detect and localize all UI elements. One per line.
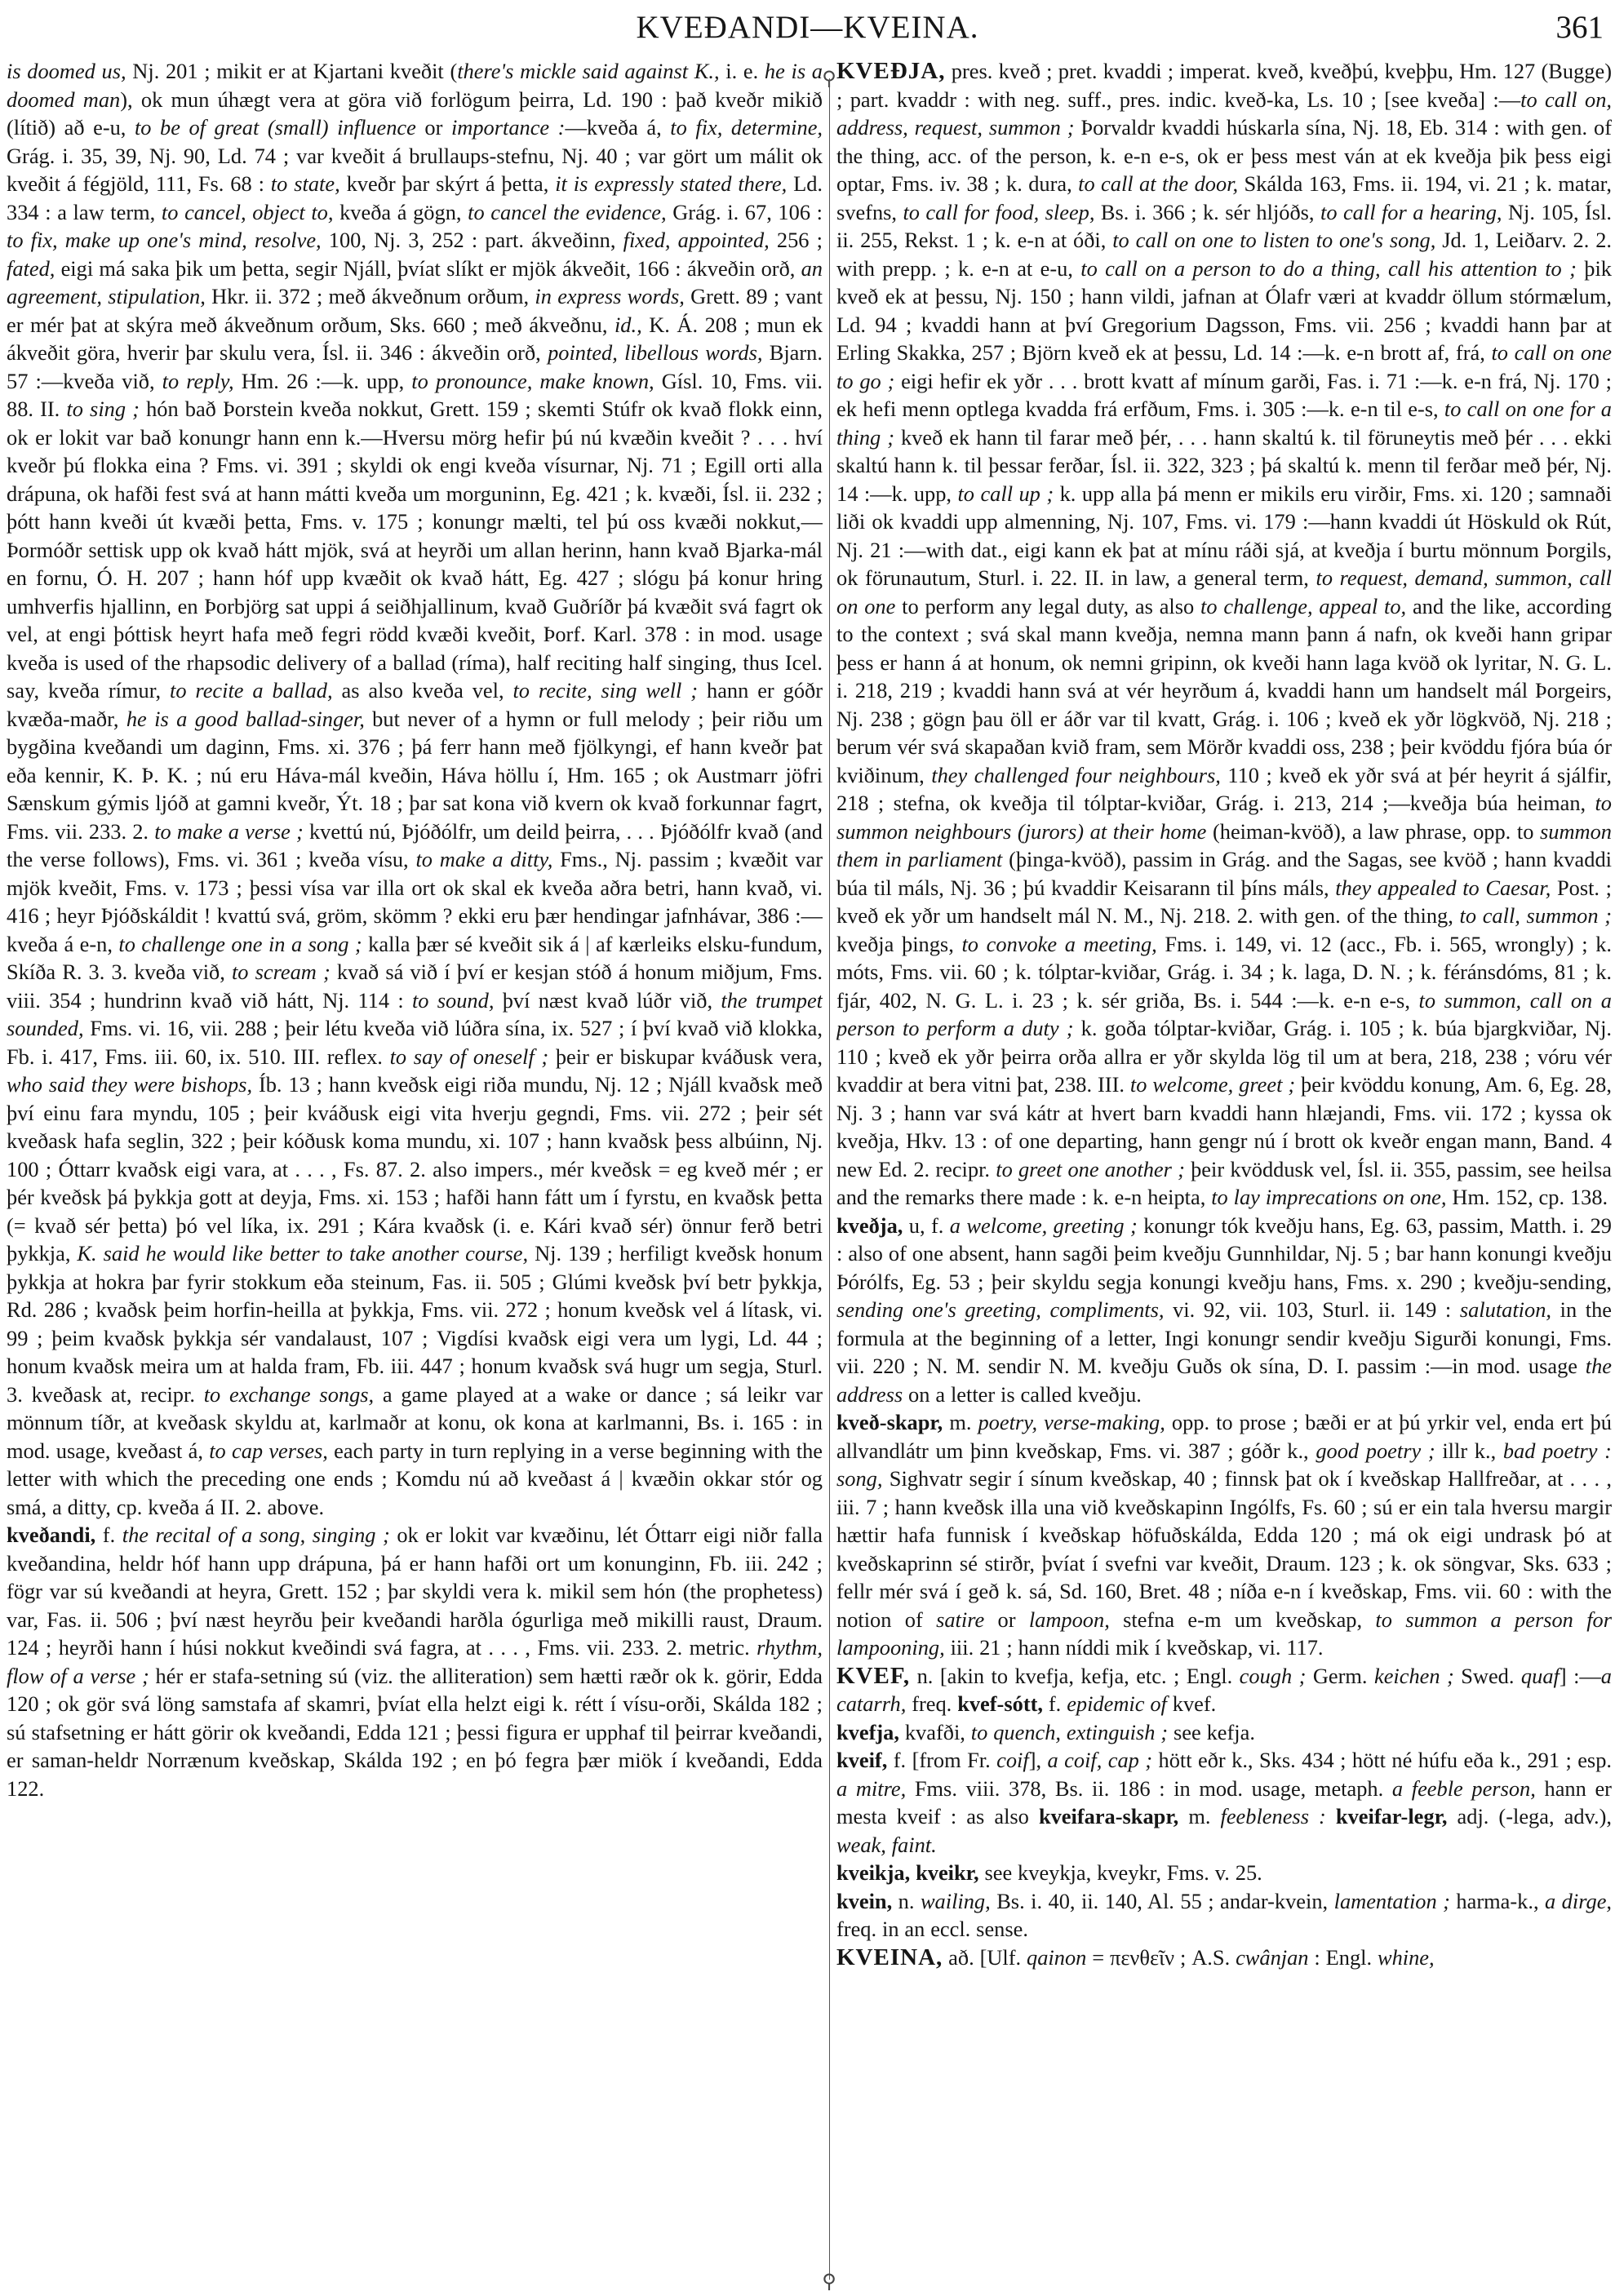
- gloss-text: bad poetry :: [1502, 1438, 1612, 1463]
- entry-text: (heiman-kvöð), a law phrase, opp. to: [1206, 818, 1541, 844]
- dictionary-entry: [836, 1746, 1612, 1859]
- entry-text: i. e.: [719, 59, 765, 83]
- entry-text: f. [from Fr.: [887, 1748, 997, 1772]
- gloss-text: to call on a person to do a thing, call his attention to ;: [1080, 255, 1577, 281]
- entry-text: pres. kveð ; pret. kvaddi ; imperat. kveð, kveðþú, kveþþu, Hm. 127 (Bugge) ; part. kvaddr : with neg. suff., pres. indic. kveð-ka, Ls. 10 ; [see kveða] :—: [836, 59, 1612, 112]
- gloss-text: to be of great (small) influence: [134, 115, 416, 140]
- entry-text: þeir kvöddu konung, Am. 6, Eg. 28, Nj. 3 ; hann var svá kátr at hvert barn kvaddi hann hlæjandi, Fms. vii. 172 ; kyssa ok kveðja, Hkv. 13 : of one departing, hann gengr nú í brott ok kveðr engan mann, Band. 4 new Ed. 2. recipr.: [836, 1072, 1612, 1181]
- entry-text: as also kveða vel,: [332, 678, 513, 703]
- gloss-text: to call for a hearing,: [1320, 199, 1502, 224]
- gloss-text: to recite, sing well ;: [512, 678, 699, 703]
- gloss-text: to cap verses,: [209, 1438, 328, 1463]
- gloss-text: to cancel, object to,: [161, 199, 334, 224]
- headword: KVEF,: [836, 1662, 911, 1689]
- entry-text: f.: [1043, 1691, 1067, 1716]
- entry-text: þeir kvöddusk vel, Ísl. ii. 355, passim, see heilsa and the remarks there made : k. e-n heipta,: [836, 1156, 1612, 1209]
- dictionary-entry: [836, 1944, 1612, 1972]
- gloss-text: to quench, extinguish ;: [970, 1719, 1169, 1744]
- entry-text: Hkr. ii. 372 ; með ákveðnum orðum,: [205, 284, 535, 308]
- entry-text: hón bað Þorstein kveða nokkut, Grett. 159 ; skemti Stúfr ok kvað flokk einn, ok er lokit var bað konungr hann enn k.—Hversu mörg hefir þú nú kvæðin kveðit ? . . . hví kveðr þú flokka eina ? Fms. vi. 391 ; skyldi ok engi kveða vísurnar, Nj. 71 ; Egill orti alla drápuna, ok hafði fest svá at hann mátti kveða um morguninn, Eg. 421 ; k. kvæði, Ísl. ii. 232 ; þótt hann kveði út kvæði þetta, Fms. v. 175 ; konungr mælti, tel þú oss kvæði nokkut,—Þormóðr settisk upp ok kvað hátt mjök, svá at heyrði um allan herinn, hann kvað Bjarka-mál en fornu, Ó. H. 207 ; hann hóf upp kvæðit ok kvað hátt, Eg. 427 ; slógu þá konur hring umhverfis hjallinn, en Þorbjörg sat uppi á seiðhjallinum, kvað Guðríðr þá kvæðit svá fagrt ok vel, at engi þóttisk heyrt hafa með fegri rödd kvæði kveðit, Þorf. Karl. 378 : in mod. usage kveða is used of the rhapsodic delivery of a ballad (ríma), half reciting half singing, thus Icel. say, kveða rímur,: [7, 397, 823, 703]
- gloss-text: to convoke a meeting,: [961, 931, 1157, 956]
- entry-text: stefna e-m um kveðskap,: [1109, 1607, 1376, 1632]
- headword: kveif,: [836, 1748, 888, 1772]
- gloss-text: weak, faint.: [836, 1832, 937, 1857]
- entry-text: ok er lokit var kvæðinu, lét Óttarr eigi niðr falla kveðandina, heldr hóf hann upp drápuna, þá er hann hafði ort um konunginn, Fb. iii. 242 ; fögr var sú kveðandi at heyra, Grett. 152 ; þar skyldi vera k. mikil sem hón (the prophetess) var, Fas. ii. 506 ; því næst heyrðu þeir kveðandi harðla ógurliga með mikilli raust, Draum. 124 ; heyrði hann í húsi nokkut kveðindi svá fagra, at . . . , Fms. vii. 233. 2. metric.: [7, 1523, 823, 1660]
- entry-text: in the formula at the beginning of a letter, Ingi konungr sendir kveðju Sigurði konungi, Fms. vii. 220 ; N. M. sendir N. M. kveðju Guðs ok sína, D. I. passim :—in mod. usage: [836, 1297, 1612, 1378]
- gloss-text: whine,: [1377, 1944, 1435, 1970]
- gloss-text: K. said he would like better to take another course,: [77, 1241, 529, 1265]
- entry-text: freq. in an eccl. sense.: [836, 1917, 1028, 1941]
- gloss-text: to state,: [270, 171, 340, 196]
- gloss-text: to summon, call on a person to perform a duty ;: [836, 987, 1612, 1040]
- gloss-text: fixed, appointed,: [623, 228, 770, 252]
- gloss-text: a dirge,: [1545, 1888, 1612, 1913]
- headword: kveifara-skapr,: [1038, 1804, 1179, 1828]
- entry-text: 100, Nj. 3, 252 : part. ákveðinn,: [321, 228, 623, 252]
- gloss-text: to cancel the evidence,: [468, 199, 667, 224]
- gloss-text: they challenged four neighbours,: [931, 762, 1221, 787]
- entry-text: Post. ; kveð ek yðr um handselt mál N. M., Nj. 218. 2. with gen. of the thing,: [836, 875, 1612, 928]
- gloss-text: they appealed to Caesar,: [1335, 875, 1551, 900]
- gloss-text: the recital of a song, singing ;: [122, 1523, 390, 1547]
- column-rule-ornament-bottom: ⚲: [822, 2270, 836, 2293]
- entry-text: Germ.: [1306, 1663, 1374, 1688]
- headword: kveðandi,: [7, 1523, 96, 1547]
- gloss-text: to call on one to go ;: [836, 340, 1612, 393]
- gloss-text: he is a good ballad-singer,: [126, 706, 365, 731]
- gloss-text: there's mickle said against K.,: [457, 59, 720, 83]
- gloss-text: summon them in parliament: [836, 818, 1612, 871]
- gloss-text: rhythm, flow of a verse ;: [7, 1635, 823, 1688]
- gloss-text: a feeble person,: [1391, 1775, 1536, 1801]
- entry-text: Bjarn. 57 :—kveða við,: [7, 340, 823, 393]
- gloss-text: to call on, address, request, summon ;: [836, 86, 1612, 140]
- gloss-text: to call at the door,: [1078, 171, 1239, 196]
- headword: kvef-sótt,: [957, 1691, 1043, 1716]
- entry-text: kvafði,: [898, 1719, 971, 1744]
- entry-text: ), ok mun úhægt vera at göra við forlögum þeirra, Ld. 190 : það kveðr mikið (lítið) að e-u,: [7, 86, 823, 140]
- gloss-text: to pronounce, make known,: [411, 368, 654, 393]
- entry-text: Bs. i. 40, ii. 140, Al. 55 ; andar-kvein,: [990, 1888, 1334, 1913]
- gloss-text: it is expressly stated there,: [555, 171, 788, 196]
- gloss-text: to say of oneself ;: [389, 1044, 549, 1069]
- headword: KVEINA,: [836, 1944, 943, 1970]
- entry-text: see kveykja, kveykr, Fms. v. 25.: [978, 1860, 1262, 1885]
- entry-text: Grett. 89 ; vant er mér þat at skýra með ákveðnum orðum, Sks. 660 ; með ákveðnu,: [7, 284, 823, 337]
- entry-text: hér er stafa-setning sú (viz. the alliteration) sem hætti ræðr ok k. görir, Edda 120 ; ok gör svá löng samstafa af skamri, þvíat ella helzt eigi k. rétt í vísu-orði, Skálda 182 ; sú stafsetning er hátt görir ok kveðandi, Edda 121 ; þessi figura er upphaf til þeirrar kveðandi, er saman-heldr Norrænum kveðskap, Skálda 192 ; en þó fegra þær miök í kveðandi, Edda 122.: [7, 1663, 823, 1801]
- gloss-text: to welcome, greet ;: [1129, 1072, 1296, 1097]
- entry-text: vi. 92, vii. 103, Sturl. ii. 149 :: [1164, 1297, 1460, 1322]
- headword: kveðja,: [836, 1212, 903, 1238]
- headword: kveikja, kveikr,: [836, 1860, 979, 1885]
- entry-text: each party in turn replying in a verse beginning with the letter with which the preceding one ends ; Komdu nú að kveðast á | kvæðin okkar stór og smá, a ditty, cp. kveða á II. 2. above.: [7, 1438, 823, 1519]
- entry-text: iii. 21 ; hann níddi mik í kveðskap, vi. 117.: [944, 1635, 1324, 1660]
- entry-text: kveða á gögn,: [333, 199, 468, 224]
- entry-text: Grág. i. 35, 39, Nj. 90, Ld. 74 ; var kveðit á brullaups-stefnu, Nj. 40 ; var gört um málit ok kveðit á fégjöld, 111, Fs. 68 :: [7, 143, 823, 196]
- headword: kveð-skapr,: [836, 1410, 943, 1434]
- gloss-text: to challenge, appeal to,: [1200, 593, 1407, 618]
- entry-text: Grág. i. 67, 106 :: [666, 199, 823, 224]
- entry-text: (þinga-kvöð), passim in Grág. and the Sagas, see kvöð ; hann kvaddi búa til máls, Nj. 36 ; þú kvaddir Keisarann til þíns máls,: [836, 847, 1612, 900]
- entry-text: Nj. 139 ; herfiligt kveðsk honum þykkja at hokra þar fyrir stokkum eða steinum, Fas. ii. 505 ; Glúmi kveðsk því betr þykkja, Rd. 286 ; kvaðsk þeim horfin-heilla at þykkja, Fms. vii. 272 ; honum kveðsk vel á lítask, vi. 99 ; þeim kvaðsk þykkja sér vandalaust, 107 ; Vigdísi kvaðsk eigi vera um lygi, Ld. 44 ; honum kvaðsk meira um at halda fram, Fb. iii. 447 ; honum kvaðsk svá hugr um segja, Sturl. 3. kveðask at, recipr.: [7, 1241, 823, 1407]
- dictionary-entry: [836, 1212, 1612, 1409]
- gloss-text: to fix, determine,: [670, 115, 823, 140]
- column-rule-ornament-top: ⚲: [822, 67, 836, 90]
- gloss-text: feebleness :: [1220, 1804, 1326, 1828]
- dictionary-entry: [7, 57, 823, 1521]
- gloss-text: to call on one to listen to one's song,: [1112, 228, 1436, 252]
- entry-text: Sighvatr segir í sínum kveðskap, 40 ; finnsk þat ok í kveðskap Hallfreðar, at . . . , iii. 7 ; hann kveðsk illa una við kveðskapinn Ingólfs, Fs. 60 ; sú er ein tala hversu margir hættir hafa funnisk í kveðskap höfuðskálda, Edda 120 ; má ok eigi undrask þó at kveðskaprinn sé stirðr, þvíat í svefni var kveðit, Draum. 123 ; k. ok söngvar, Sks. 633 ; fellr mér svá í geð k. sá, Sd. 160, Bret. 48 ; níða e-n í kveðskap, Fms. vii. 60 : with the notion of: [836, 1466, 1612, 1632]
- gloss-text: sending one's greeting, compliments,: [836, 1297, 1165, 1322]
- entry-text: m.: [1178, 1804, 1221, 1828]
- gloss-text: importance :: [450, 115, 566, 140]
- entry-text: = πενθεῖν ; A.S.: [1086, 1944, 1236, 1970]
- entry-text: a game played at a wake or dance ; sá leikr var mönnum tíðr, at kveðask skyldu at, karlmaðr at konu, ok kona at karlmanni, Bs. i. 165 : in mod. usage, kveðast á,: [7, 1381, 823, 1463]
- gloss-text: to call for food, sleep,: [903, 199, 1095, 224]
- entry-text: 110 ; kveð ek yðr svá at þér heyrit á sjálfir, 218 ; stefna, ok kveðja til tólptar-kviðar, Grág. i. 213, 214 ;—kveðja búa heiman,: [836, 762, 1612, 815]
- gloss-text: qainon: [1027, 1944, 1087, 1970]
- entry-text: —kveða á,: [565, 115, 671, 140]
- entry-text: m.: [943, 1410, 978, 1434]
- dictionary-entry: [7, 1521, 823, 1802]
- gloss-text: the trumpet sounded,: [7, 987, 823, 1040]
- page-number: 361: [1555, 10, 1604, 45]
- entry-text: þik kveð ek at þessu, Nj. 150 ; hann vildi, jafnan at Ólafr væri at kvaddr öllum stórmælum, Ld. 94 ; kvaddi hann at því Gregorium Dagsson, Fms. vii. 256 ; kvaddi hann þar at Erling Skakka, 257 ; Björn kveð ek at þessu, Ld. 14 :—k. e-n brott af, frá,: [836, 255, 1612, 365]
- entry-text: hann er mesta kveif : as also: [836, 1775, 1612, 1828]
- headword: KVEÐJA,: [836, 58, 946, 84]
- gloss-text: to make a verse ;: [154, 818, 304, 844]
- gloss-text: to sing ;: [66, 397, 140, 421]
- running-head: KVEÐANDI—KVEINA.: [636, 10, 979, 45]
- gloss-text: to reply,: [162, 368, 234, 393]
- gloss-text: to exchange songs,: [203, 1381, 375, 1407]
- entry-text: Hm. 152, cp. 138.: [1446, 1185, 1608, 1209]
- entry-text: kvað sá við í því er kesjan stóð á honum miðjum, Fms. viii. 354 ; hundrinn kvað við hátt, Nj. 114 :: [7, 960, 823, 1013]
- gloss-text: id.,: [614, 312, 642, 337]
- gloss-text: to greet one another ;: [996, 1156, 1185, 1181]
- entry-text: hann er góðr kvæða-maðr,: [7, 678, 823, 731]
- entry-text: n.: [892, 1888, 921, 1913]
- gloss-text: a coif, cap ;: [1047, 1748, 1153, 1772]
- entry-text: : Engl.: [1308, 1944, 1378, 1970]
- entry-text: kvef.: [1166, 1691, 1217, 1716]
- entry-text: 256 ;: [769, 228, 823, 252]
- gloss-text: to fix, make up one's mind, resolve,: [7, 228, 322, 252]
- dictionary-entry: [836, 1887, 1612, 1944]
- entry-text: Íb. 13 ; hann kveðsk eigi riða mundu, Nj. 12 ; Njáll kvaðsk með því einu fara myndu, 105 ; þeir kváðusk eigi vita hverju gegndi, Fms. vii. 272 ; þeir sét kveðask hafa seglin, 322 ; þeir kóðusk koma mundu, xi. 107 ; hann kvaðsk þess albúinn, Nj. 100 ; Óttarr kvaðsk eigi vara, at . . . , Fs. 87. 2. also impers., mér kveðsk = eg kveð mér ; er þér kveðsk þá þykkja gott at deyja, Fms. xi. 153 ; hafði hann fátt um í fyrstu, en kvaðsk þetta (= kvað sér þetta) þó vel líka, ix. 291 ; Kára kvaðsk (i. e. Kári kvað sér) önnur ferð betri þykkja,: [7, 1072, 823, 1265]
- dictionary-entry: [836, 57, 1612, 1212]
- gloss-text: to request, demand, summon, call on one: [836, 565, 1612, 618]
- gloss-text: salutation,: [1459, 1297, 1552, 1322]
- entry-text: eigi hefir ek yðr . . . brott kvatt af mínum garði, Fas. i. 71 :—k. e-n frá, Nj. 170 ; ek hefi menn optlega kvadda frá erfðum, Fms. i. 305 :—k. e-n til e-s,: [836, 368, 1612, 421]
- entry-text: Nj. 201 ; mikit er at Kjartani kveðit (: [126, 59, 458, 83]
- gloss-text: to summon a person for lampooning,: [836, 1607, 1612, 1660]
- gloss-text: fated,: [7, 255, 55, 281]
- entry-text: f.: [95, 1523, 122, 1547]
- entry-text: þeir er biskupar kváðusk vera,: [548, 1044, 823, 1069]
- entry-text: Gísl. 10, Fms. vii. 88. II.: [7, 368, 823, 421]
- entry-text: or: [415, 115, 451, 140]
- gloss-text: to lay imprecations on one,: [1211, 1185, 1447, 1209]
- gloss-text: good poetry ;: [1316, 1438, 1435, 1463]
- gloss-text: satire: [936, 1607, 985, 1632]
- entry-text: adj. (-lega, adv.),: [1447, 1804, 1612, 1828]
- entry-text: illr k.,: [1435, 1438, 1503, 1463]
- gloss-text: a mitre,: [836, 1775, 907, 1801]
- entry-text: Swed.: [1453, 1663, 1521, 1688]
- entry-text: or: [984, 1607, 1029, 1632]
- gloss-text: wailing,: [920, 1888, 991, 1913]
- entry-text: kalla þær sé kveðit sik á | af kærleiks elsku-fundum, Skíða R. 3. 3. kveða við,: [7, 931, 823, 984]
- gloss-text: an agreement, stipulation,: [7, 255, 823, 308]
- gloss-text: who said they were bishops,: [7, 1072, 253, 1097]
- gloss-text: to scream ;: [231, 960, 331, 984]
- entry-text: Fms. i. 149, vi. 12 (acc., Fb. i. 565, wrongly) ; k. móts, Fms. vii. 60 ; k. tólptar-kviðar, Grág. i. 34 ; k. laga, D. N. ; k. féránsdóms, 81 ; k. fjár, 402, N. G. L. i. 23 ; k. sér griða, Bs. i. 544 :—k. e-n e-s,: [836, 931, 1612, 1013]
- entry-text: kveðja þings,: [836, 931, 962, 956]
- entry-text: eigi má saka þik um þetta, segir Njáll, þvíat slíkt er mjök ákveðit, 166 : ákveðin orð,: [55, 255, 801, 281]
- entry-text: ],: [1028, 1748, 1048, 1772]
- entry-text: Bs. i. 366 ; k. sér hljóðs,: [1094, 199, 1320, 224]
- headword: kveifar-legr,: [1335, 1804, 1448, 1828]
- dictionary-entry: [836, 1859, 1612, 1887]
- entry-text: ] :—: [1559, 1663, 1601, 1688]
- entry-text: kveðr þar skýrt á þetta,: [339, 171, 556, 196]
- dictionary-entry: [836, 1408, 1612, 1662]
- gloss-text: poetry, verse-making,: [978, 1410, 1165, 1434]
- entry-text: [1326, 1804, 1336, 1828]
- entry-text: því næst kvað lúðr við,: [494, 987, 721, 1013]
- gloss-text: lampoon,: [1028, 1607, 1110, 1632]
- gloss-text: to summon neighbours (jurors) at their home: [836, 791, 1612, 844]
- gloss-text: he is a doomed man: [7, 59, 823, 112]
- gloss-text: is doomed us,: [7, 59, 126, 83]
- entry-text: k. upp alla þá menn er mikils eru virðir, Fms. xi. 120 ; samnaði liði ok kvaddi upp almenning, Nj. 107, Fms. vi. 179 :—hann kvaddi út Höskuld ok Rút, Nj. 21 :—with dat., eigi kann ek þat at mínu ráði sjá, at kveðja í burtu mönnum Þorgils, ok förunautum, Sturl. i. 22. II. in law, a general term,: [836, 481, 1612, 590]
- entry-text: but never of a hymn or full melody ; þeir riðu um bygðina kveðandi um daginn, Fms. xi. 376 ; þá ferr hann með fjölkyngi, ef hann kveðr þat eða kennir, K. Þ. K. ; nú eru Háva-mál kveðin, Háva höllu í, Hm. 165 ; ok Austmarr jöfri Sænskum gýmis ljóð at gamni kveðr, Ýt. 18 ; þar sat kona við kvern ok kvað forkunnar fagrt, Fms. vii. 233. 2.: [7, 706, 823, 844]
- entry-text: freq.: [906, 1691, 958, 1716]
- entry-text: kvettú nú, Þjóðólfr, um deild þeirra, . . . Þjóðólfr kvað (and the verse follows), Fms. vi. 361 ; kveða vísu,: [7, 818, 823, 871]
- entry-text: Hm. 26 :—k. upp,: [233, 368, 412, 393]
- entry-text: Nj. 105, Ísl. ii. 255, Rekst. 1 ; k. e-n at óði,: [836, 199, 1612, 252]
- left-column: [7, 57, 823, 2276]
- right-column: [836, 57, 1612, 2276]
- gloss-text: to recite a ballad,: [169, 678, 333, 703]
- headword: kvein,: [836, 1888, 893, 1913]
- dictionary-entry: [836, 1718, 1612, 1747]
- entry-text: Þorvaldr kvaddi húskarla sína, Nj. 18, Eb. 314 : with gen. of the thing, acc. of the person, k. e-n e-s, ok er þess mest ván at ek kveðja þik þess eigi optar, Fms. iv. 38 ; k. dura,: [836, 115, 1612, 196]
- gloss-text: to sound,: [411, 987, 495, 1013]
- gloss-text: to call, summon ;: [1459, 903, 1612, 928]
- gloss-text: epidemic of: [1067, 1691, 1167, 1716]
- column-divider: [829, 78, 830, 2280]
- entry-text: on a letter is called kveðju.: [903, 1381, 1142, 1407]
- entry-text: opp. to prose ; bæði er at þú yrkir vel, enda ert þú allvandlátr um þinn kveðskap, Fms. vi. 387 ; góðr k.,: [836, 1410, 1612, 1463]
- gloss-text: a catarrh,: [836, 1663, 1612, 1716]
- entry-text: Ld. 334 : a law term,: [7, 171, 823, 224]
- dictionary-entry: [836, 1662, 1612, 1718]
- entry-text: harma-k.,: [1449, 1888, 1546, 1913]
- entry-text: kveð ek hann til farar með þér, . . . hann skaltú k. til föruneytis með þér . . . ekki skaltú hann k. til þessar ferðar, Ísl. ii. 322, 323 ; þá skaltú k. menn til ferðar með þér, Nj. 14 :—k. upp,: [836, 424, 1612, 506]
- gloss-text: to call up ;: [957, 481, 1054, 506]
- entry-text: Fms. viii. 378, Bs. ii. 186 : in mod. usage, metaph.: [906, 1775, 1392, 1801]
- entry-text: að. [Ulf.: [943, 1944, 1027, 1970]
- entry-text: n. [akin to kvefja, kefja, etc. ; Engl.: [910, 1663, 1240, 1688]
- entry-text: Jd. 1, Leiðarv. 2. 2. with prepp. ; k. e-n at e-u,: [836, 228, 1612, 281]
- gloss-text: to make a ditty,: [415, 847, 553, 871]
- gloss-text: coif: [996, 1748, 1029, 1772]
- entry-text: u, f.: [903, 1212, 950, 1238]
- gloss-text: pointed, libellous words,: [548, 340, 763, 365]
- entry-text: see kefja.: [1168, 1719, 1255, 1744]
- page-header: [0, 5, 1615, 51]
- entry-text: k. goða tólptar-kviðar, Grág. i. 105 ; k. búa bjargkviðar, Nj. 110 ; kveð ek yðr þeirra orða allra er yðr skylda lög til um at bera, 218, 238 ; vóru vér kvaddir at bera vitni þat, 238. III.: [836, 1016, 1612, 1097]
- entry-text: and the like, according to the context ; svá skal mann kveðja, nemna mann þann á nafn, ok kveði hann gripar þess er hann á at honum, ok nemni gripinn, ok kveði hann laga kvöð ok lyritar, N. G. L. i. 218, 219 ; kvaddi hann svá at vér heyrðum á, kvaddi hann um handselt mál Þorgeirs, Nj. 238 ; gögn þau öll er áðr var til kvatt, Grág. i. 106 ; kveð ek yðr lögkvöð, Nj. 218 ; berum vér svá skapaðan kvið fram, sem Mörðr kvaddi oss, 238 ; þeir kvöddu fjóra búa ór kviðinum,: [836, 593, 1612, 787]
- gloss-text: a welcome, greeting ;: [949, 1212, 1138, 1238]
- gloss-text: quaf: [1520, 1663, 1560, 1688]
- headword: kvefja,: [836, 1719, 899, 1744]
- entry-text: konungr tók kveðju hans, Eg. 63, passim, Matth. i. 29 : also of one absent, hann sagði þeim kveðju Gunnhildar, Nj. 5 ; bar hann konungi kveðju Þórólfs, Eg. 53 ; þeir skyldu segja konungi kveðju hans, Fms. x. 290 ; kveðju-sending,: [836, 1212, 1612, 1294]
- gloss-text: keichen ;: [1373, 1663, 1454, 1688]
- gloss-text: song,: [836, 1466, 883, 1491]
- gloss-text: to call on one for a thing ;: [836, 397, 1612, 450]
- gloss-text: lamentation ;: [1333, 1888, 1450, 1913]
- gloss-text: to challenge one in a song ;: [118, 931, 362, 956]
- entry-text: Fms. vi. 16, vii. 288 ; þeir létu kveða við lúðra sína, ix. 527 ; í því kvað við klokka, Fb. i. 417, Fms. iii. 60, ix. 510. III. reflex.: [7, 1016, 823, 1069]
- gloss-text: the address: [836, 1354, 1612, 1407]
- entry-text: K. Á. 208 ; mun ek ákveðit göra, hverir þar skulu vera, Ísl. ii. 346 : ákveðin orð,: [7, 312, 823, 365]
- entry-text: hött eðr k., Sks. 434 ; hött né húfu eða k., 291 ; esp.: [1152, 1748, 1612, 1772]
- gloss-text: cough ;: [1239, 1663, 1307, 1688]
- entry-text: Skálda 163, Fms. ii. 194, vi. 21 ; k. matar, svefns,: [836, 171, 1612, 224]
- gloss-text: cwânjan: [1236, 1944, 1309, 1970]
- entry-text: to perform any legal duty, as also: [895, 593, 1201, 618]
- entry-text: Fms., Nj. passim ; kvæðit var mjök kveðit, Fms. v. 173 ; þessi vísa var illa ort ok skal ek kveða aðra betri, hann kvað, vi. 416 ; heyr Þjóðskáldit ! kvattú svá, gröm, skömm ? ekki eru þær hendingar jafnhávar, 386 :—kveða á e-n,: [7, 847, 823, 956]
- gloss-text: in express words,: [535, 284, 685, 308]
